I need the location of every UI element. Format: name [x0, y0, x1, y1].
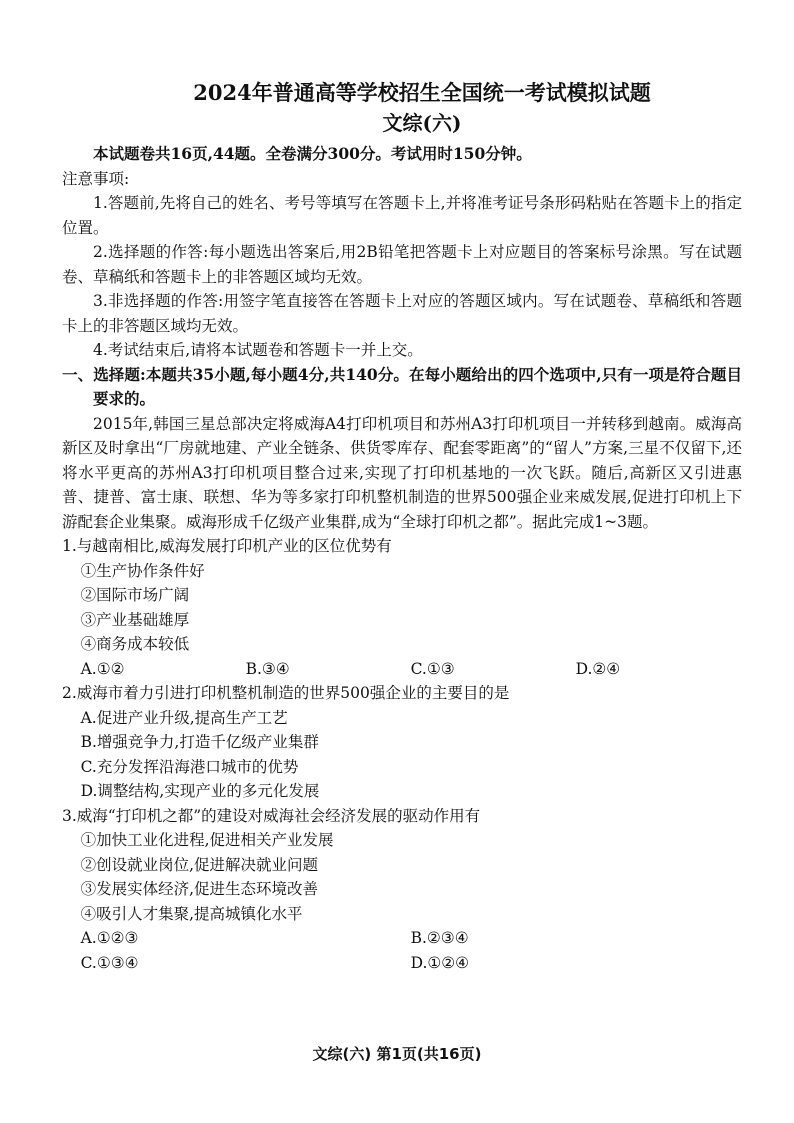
choices-row: [62, 951, 742, 976]
note-item: 1.答题前,先将自己的姓名、考号等填写在答题卡上,并将准考证号条形码粘贴在答题卡上的指定位置。: [62, 194, 742, 237]
notes-heading: 注意事项:: [62, 169, 130, 188]
choice-d: D.①②④: [410, 953, 470, 972]
statement-item: ④商务成本较低: [80, 635, 190, 653]
question-2: [62, 681, 742, 804]
note-item: 2.选择题的作答:每小题选出答案后,用2B铅笔把答题卡上对应题目的答案标号涂黑。写在试题卷、草稿纸和答题卡上的非答题区域均无效。: [62, 243, 742, 286]
exam-page: [62, 78, 742, 975]
question-1: [62, 534, 742, 681]
choice-b: B.②③④: [410, 929, 469, 947]
exam-subtitle: 文综(六): [382, 111, 462, 135]
exam-info: 本试题卷共16页,44题。全卷满分300分。考试用时150分钟。: [93, 144, 532, 163]
note-item: 4.考试结束后,请将本试题卷和答题卡一并上交。: [93, 341, 423, 359]
choice-b: B.③④: [245, 659, 290, 678]
statement-item: ①加快工业化进程,促进相关产业发展: [80, 831, 334, 849]
statement-item: ③产业基础雄厚: [80, 610, 190, 629]
choice-c: C.①③: [410, 659, 455, 678]
note-item: 3.非选择题的作答:用签字笔直接答在答题卡上对应的答题区域内。写在试题卷、草稿纸和答题卡上的非答题区域均无效。: [62, 292, 742, 335]
section-heading: 一、选择题:本题共35小题,每小题4分,共140分。在每小题给出的四个选项中,只有一项是符合题目要求的。: [62, 364, 742, 408]
choices-row: [62, 657, 742, 682]
statement-item: ②国际市场广阔: [80, 586, 190, 604]
choice-a: A.①②③: [80, 929, 139, 947]
statement-item: ③发展实体经济,促进生态环境改善: [80, 880, 319, 898]
statement-item: ②创设就业岗位,促进解决就业问题: [80, 855, 319, 874]
question-stem: 3.威海“打印机之都”的建设对威海社会经济发展的驱动作用有: [62, 806, 481, 825]
question-stem: 2.威海市着力引进打印机整机制造的世界500强企业的主要目的是: [62, 684, 510, 702]
passage: 2015年,韩国三星总部决定将威海A4打印机项目和苏州A3打印机项目一并转移到越南。威海高新区及时拿出“厂房就地建、产业全链条、供货零库存、配套零距离”的“留人”方案,三星不仅留下,还将水平更高的苏州A3打印机项目整合过来,实现了打印机基地的一次飞跃。随后,高新区又引进惠普、捷普、富士康、联想、华为等多家打印机整机制造的世界500强企业来威发展,促进打印机上下游配套企业集聚。威海形成千亿级产业集群,成为“全球打印机之都”。据此完成1~3题。: [62, 414, 742, 531]
question-stem: 1.与越南相比,威海发展打印机产业的区位优势有: [62, 537, 392, 555]
choice-a: A.促进产业升级,提高生产工艺: [80, 708, 288, 727]
statement-item: ①生产协作条件好: [80, 561, 205, 580]
choice-d: D.调整结构,实现产业的多元化发展: [80, 782, 320, 800]
choice-a: A.①②: [80, 659, 125, 678]
page-footer: 文综(六) 第1页(共16页): [312, 1045, 482, 1063]
statement-item: ④吸引人才集聚,提高城镇化水平: [80, 904, 303, 923]
question-3: [62, 804, 742, 976]
exam-title: 2024年普通高等学校招生全国统一考试模拟试题: [193, 80, 651, 105]
choice-c: C.①③④: [80, 953, 139, 972]
choice-b: B.增强竞争力,打造千亿级产业集群: [80, 733, 319, 751]
choice-c: C.充分发挥沿海港口城市的优势: [80, 757, 299, 776]
choices-row: [62, 926, 742, 951]
choice-d: D.②④: [575, 659, 621, 678]
